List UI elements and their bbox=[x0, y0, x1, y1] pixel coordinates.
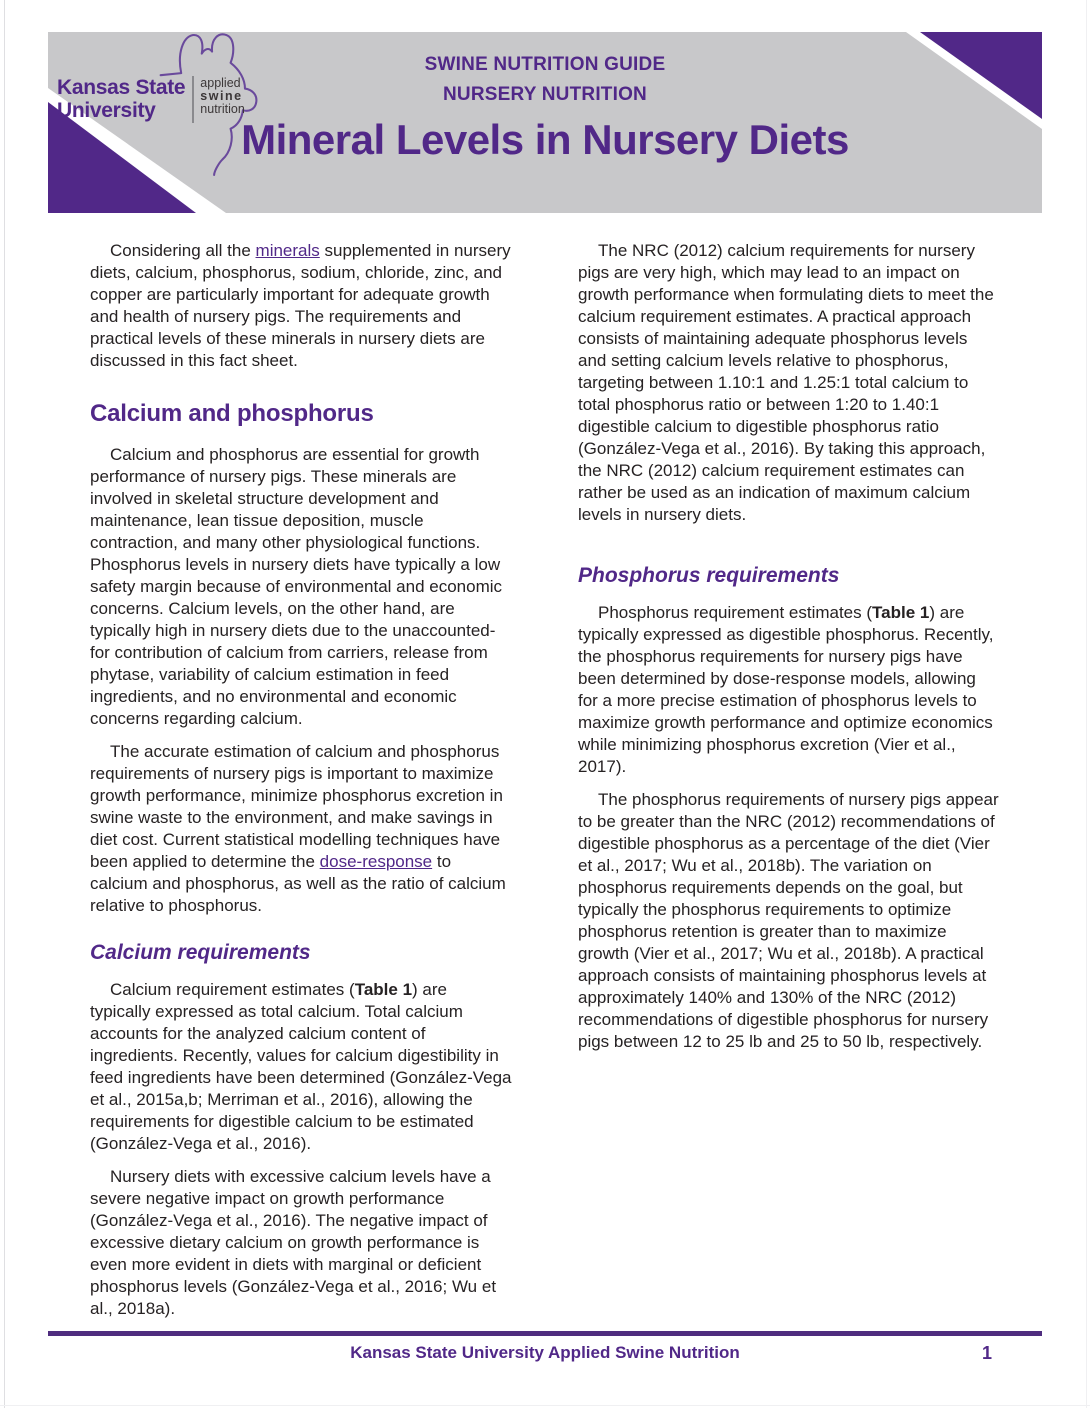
text-run: Calcium and phosphorus are essential for growth performance of nursery pigs. These minerals are involved in skeletal structure development and maintenance, lean tissue deposition, muscle contraction, and many other physiological functions. Phosphorus levels in nursery diets have typically a low safety margin because of environmental and economic concerns. Calcium levels, on the other hand, are typically high in nursery diets due to the unaccounted-for contribution of calcium from carriers, release from phytase, variability of calcium estimation in feed ingredients, and no environmental and economic concerns regarding calcium. bbox=[90, 445, 503, 728]
text-run: Phosphorus requirement estimates ( bbox=[598, 603, 873, 622]
subsection-heading-phosphorus-requirements: Phosphorus requirements bbox=[578, 564, 840, 587]
paragraph bbox=[90, 741, 512, 917]
section-heading-calcium-and-phosphorus: Calcium and phosphorus bbox=[90, 400, 374, 427]
document-body bbox=[90, 240, 1000, 1331]
text-run: Considering all the bbox=[110, 241, 256, 260]
ksu-logo-line2: University bbox=[57, 99, 156, 122]
footer bbox=[48, 1343, 1042, 1363]
right-column bbox=[578, 240, 1000, 1331]
document-kicker bbox=[48, 50, 1042, 110]
ksu-logo-line1: Kansas State bbox=[57, 76, 186, 99]
page-number: 1 bbox=[981, 1343, 992, 1363]
paragraph bbox=[578, 789, 1000, 1053]
program-line3: nutrition bbox=[200, 102, 245, 116]
text-run: The accurate estimation of calcium and phosphorus requirements of nursery pigs is important to maximize growth performance, minimize phosphorus excretion in swine waste to the environment, and make savings in diet cost. Current statistical modelling techniques have been applied to determine the bbox=[90, 742, 503, 871]
text-run: Table 1 bbox=[872, 603, 930, 622]
text-run: to calcium and phosphorus, as well as the ratio of calcium relative to phosphorus. bbox=[90, 852, 506, 915]
paragraph bbox=[90, 444, 512, 730]
subsection-heading-calcium-requirements: Calcium requirements bbox=[90, 941, 311, 964]
page-title: Mineral Levels in Nursery Diets bbox=[241, 116, 849, 163]
header-banner bbox=[48, 32, 1042, 213]
program-line1: applied bbox=[200, 76, 241, 90]
footer-text: Kansas State University Applied Swine Nutrition bbox=[350, 1343, 740, 1362]
paragraph bbox=[578, 240, 1000, 526]
paragraph bbox=[90, 979, 512, 1155]
text-run: Table 1 bbox=[354, 980, 413, 999]
text-run: Nursery diets with excessive calcium levels have a severe negative impact on growth performance (González-Vega et al., 2016). The negative impact of excessive dietary calcium on growth performance is even more evident in diets with marginal or deficient phosphorus levels (González-Vega et al., 2016; Wu et al., 2018a). bbox=[90, 1167, 497, 1318]
page-edge-line bbox=[4, 0, 5, 1408]
page-edge-line bbox=[0, 1405, 1090, 1406]
text-run: The phosphorus requirements of nursery pigs appear to be greater than the NRC (2012) recommendations of digestible phosphorus as a percentage of the diet (Vier et al., 2017; Wu et al., 2018b). The variation on phosphorus requirements depends on the goal, but typically the phosphorus requirements to optimize phosphorus retention is greater than to maximize growth (Vier et al., 2017; Wu et al., 2018b). A practical approach consists of maintaining phosphorus levels at approximately 140% and 130% of the NRC (2012) recommendations of digestible phosphorus for nursery pigs between 12 to 25 lb and 25 to 50 lb, respectively. bbox=[578, 790, 999, 1051]
text-run: supplemented in nursery diets, calcium, phosphorus, sodium, chloride, zinc, and copper are particularly important for adequate growth and health of nursery pigs. The requirements and practical levels of these minerals in nursery diets are discussed in this fact sheet. bbox=[90, 241, 511, 370]
inline-link[interactable]: minerals bbox=[255, 241, 320, 260]
paragraph bbox=[90, 1166, 512, 1320]
program-line2: swine bbox=[200, 89, 243, 103]
page-edge-line bbox=[1086, 0, 1087, 1408]
kicker-line1: SWINE NUTRITION GUIDE bbox=[424, 54, 666, 75]
text-run: ) are typically expressed as total calcium. Total calcium accounts for the analyzed calcium content of ingredients. Recently, values for calcium digestibility in feed ingredients have been determined (González-Vega et al., 2015a,b; Merriman et al., 2016), allowing the requirements for digestible calcium to be estimated (González-Vega et al., 2016). bbox=[90, 980, 512, 1153]
footer-divider bbox=[48, 1331, 1042, 1336]
left-column bbox=[90, 240, 512, 1331]
kicker-line2: NURSERY NUTRITION bbox=[443, 84, 647, 105]
text-run: Calcium requirement estimates ( bbox=[110, 980, 355, 999]
text-run: ) are typically expressed as digestible phosphorus. Recently, the phosphorus requirements for nursery pigs have been determined by dose-response models, allowing for a more precise estimation of phosphorus levels to maximize growth performance and optimize economics while minimizing phosphorus excretion (Vier et al., 2017). bbox=[578, 603, 994, 776]
paragraph-intro bbox=[90, 240, 512, 372]
paragraph bbox=[578, 602, 1000, 778]
text-run: The NRC (2012) calcium requirements for nursery pigs are very high, which may lead to an impact on growth performance when formulating diets to meet the calcium requirement estimates. A practical approach consists of maintaining adequate phosphorus levels and setting calcium levels relative to phosphorus, targeting between 1.10:1 and 1.25:1 total calcium to total phosphorus ratio or between 1:20 to 1.40:1 digestible calcium to digestible phosphorus ratio (González-Vega et al., 2016). By taking this approach, the NRC (2012) calcium requirement estimates can rather be used as an indication of maximum calcium levels in nursery diets. bbox=[578, 241, 994, 524]
inline-link[interactable]: dose-response bbox=[319, 852, 433, 871]
